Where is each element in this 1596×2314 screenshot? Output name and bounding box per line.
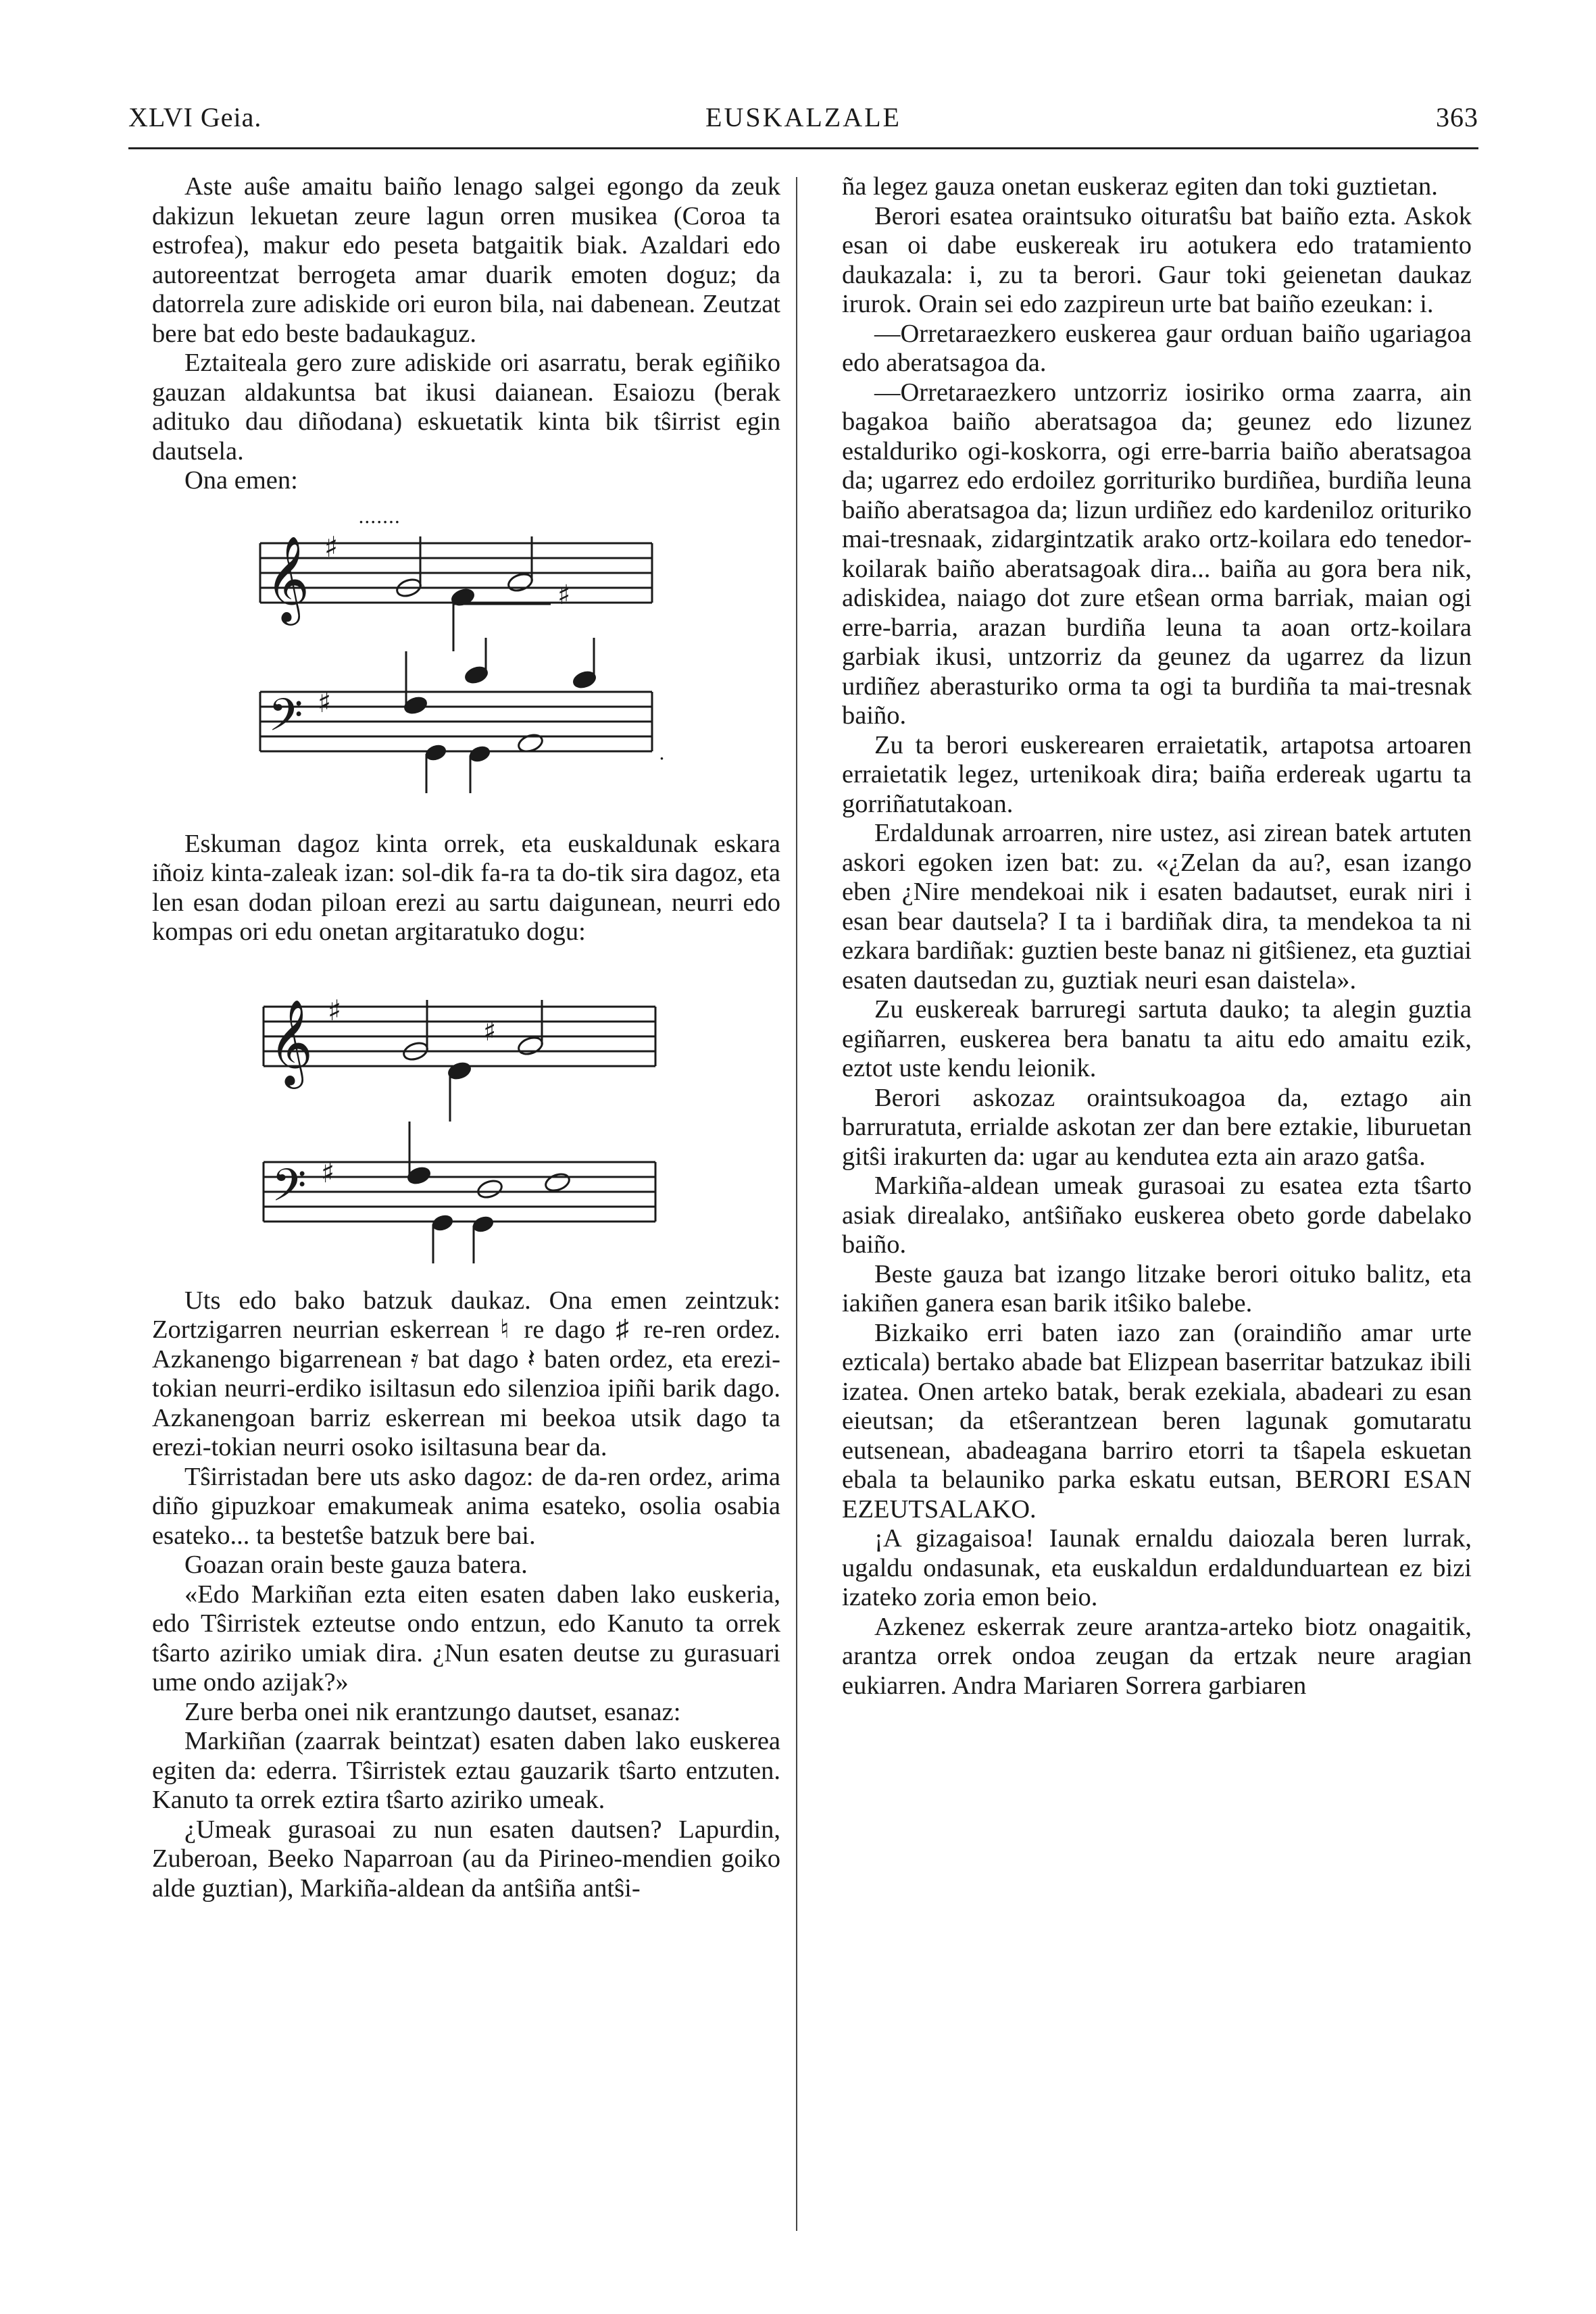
paragraph: Beste gauza bat izango litzake berori oituko balitz, eta iakiñen ganera esan barik itŝiko balebe. bbox=[842, 1259, 1472, 1317]
paragraph: Eztaiteala gero zure adiskide ori asarratu, berak egiñiko gauzan aldakuntsa bat ikusi daianean. Esaiozu (berak adituko dau diñodana) eskuetatik kinta bik tŝirrist egin dautsela. bbox=[152, 349, 780, 466]
running-header bbox=[128, 101, 1478, 142]
journal-title: EUSKALZALE bbox=[705, 102, 901, 132]
header-rule bbox=[128, 147, 1478, 149]
paragraph: Uts edo bako batzuk daukaz. Ona emen zeintzuk: Zortzigarren neurrian eskerrean ♮ re dago ♯ re-ren ordez. Azkanengo bigarrenean 𝄿 bat dago 𝄽 baten ordez, eta erezi-tokian neurri-erdiko isiltasun edo silenzioa ipiñi barik dago. Azkanengoan barriz eskerrean mi beekoa utsik dago ta erezi-tokian neurri osoko isiltasuna bear da. bbox=[152, 1286, 780, 1461]
svg-text:𝄞: 𝄞 bbox=[269, 998, 314, 1085]
paragraph: ¡A gizagaisoa! Iaunak ernaldu daiozala beren lurrak, ugaldu ondasunak, eta euskaldun erdaldunduartean ez bizi izateko zoria emon beio. bbox=[842, 1524, 1472, 1611]
music-score-1 bbox=[152, 503, 780, 820]
svg-text:♯: ♯ bbox=[328, 993, 342, 1027]
column-divider bbox=[796, 177, 797, 2231]
paragraph: Berori askozaz oraintsukoagoa da, eztago ain barruratuta, errialde askotan zer dan bere eztakie, liburuetan gitŝi irakurten da: ugar au kendutea ezta ain arazo gatŝa. bbox=[842, 1083, 1472, 1171]
music-notation-2 bbox=[152, 959, 780, 1277]
paragraph: Erdaldunak arroarren, nire ustez, asi zirean batek artuten askori egoken izen bat: zu. «¿Zelan da au?, esan izango eben ¿Nire mendekoai nik i esaten badautset, eurak niri i esan bear dautsela? I ta i bardiñak dira, ta mendekoa ta ni ezkara bardiñak: guztien beste banaz ni gitŝienez, eta guztiai esaten dautsedan zu, guztiak neuri esan daistela». bbox=[842, 819, 1472, 995]
paragraph: Bizkaiko erri baten iazo zan (oraindiño amar urte ezticala) bertako abade bat Elizpean baserritar batzukaz ibili izatea. Onen arteko batak, berak ezekiala, abadeari zu esan eieutsan; da etŝerantzean beren lagunak gomutaratu eutsenean, abadeagana barriro etorri ta tŝapela eskuetan ebala ta belauniko parka eskatu eutsan, BERORI ESAN EZEUTSALAKO. bbox=[842, 1318, 1472, 1524]
right-column bbox=[842, 172, 1472, 1701]
paragraph: Zu euskereak barruregi sartuta dauko; ta alegin guztia egiñarren, euskerea bera banatu ta aitu edo amaitu ezik, eztot uste kendu leionik. bbox=[842, 995, 1472, 1082]
paragraph: Zure berba onei nik erantzungo dautset, esanaz: bbox=[184, 1697, 681, 1726]
page-number: 363 bbox=[1436, 102, 1478, 132]
paragraph: Eskuman dagoz kinta orrek, eta euskaldunak eskara iñoiz kinta-zaleak izan: sol-dik fa-ra ta do-tik sira dagoz, eta len esan dodan piloan erezi au sartu daigunean, neurri edo kompas ori edu onetan argitaratuko dogu: bbox=[152, 829, 780, 946]
svg-text:♯: ♯ bbox=[557, 579, 571, 611]
svg-text:♯: ♯ bbox=[318, 685, 332, 719]
paragraph: —Orretaraezkero euskerea gaur orduan baiño ugariagoa edo aberatsagoa da. bbox=[842, 319, 1472, 377]
paragraph: Aste auŝe amaitu baiño lenago salgei egongo da zeuk dakizun lekuetan zeure lagun orren musikea (Coroa ta estrofea), makur edo peseta batgaitik biak. Azaldari edo autoreentzat berrogeta amar duarik emoten doguz; da datorrela zure adiskide ori euron bila, nai dabenean. Zeutzat bere bat edo beste badaukaguz. bbox=[152, 172, 780, 348]
svg-text:.......: ....... bbox=[358, 505, 401, 528]
svg-text:♯: ♯ bbox=[324, 530, 339, 563]
paragraph: Goazan orain beste gauza batera. bbox=[184, 1551, 528, 1579]
paragraph: Markiñan (zaarrak beintzat) esaten daben lako euskerea egiten da: ederra. Tŝirristek eztau gauzarik tŝarto entzuten. Kanuto ta orrek eztira tŝarto aziriko umeak. bbox=[152, 1727, 780, 1814]
paragraph: ¿Umeak gurasoai zu nun esaten dautsen? Lapurdin, Zuberoan, Beeko Naparroan (au da Pirineo-mendien goiko alde guztian), Markiña-aldean da antŝiña antŝi- bbox=[152, 1815, 780, 1903]
paragraph: ña legez gauza onetan euskeraz egiten dan toki guztietan. bbox=[842, 172, 1438, 201]
svg-text:𝄞: 𝄞 bbox=[266, 534, 310, 622]
left-column bbox=[152, 172, 780, 1903]
music-notation-1 bbox=[152, 503, 780, 820]
paragraph: —Orretaraezkero untzorriz iosiriko orma zaarra, ain bagakoa baiño aberatsagoa da; geunez edo lizunez estalduriko ogi-koskorra, ogi erre-barria baiño aberatsagoa da; ugarrez edo erdoilez gorrituriko burdiñea, burdiña leuna baiño aberatsagoa da; lizun urdiñez edo kardeniloz orituriko mai-tresnaak, zidargintzatik arako ortz-koilara edo tenedor-koilarak baiño aberatsagoak dira... baiña au gora bera nik, adiskidea, naiago dot zure etŝean orma barriak, maian ogi erre-barria, arazan burdiña leuna ta aoan ortz-koilara garbiak ikusi, untzorriz da geunez da ugarrez da lizun urdiñez aberasturiko orma ta ogi ta burdiña ta mai-tresnak baiño. bbox=[842, 378, 1472, 730]
paragraph: Zu ta berori euskerearen erraietatik, artapotsa artoaren erraietatik legez, urtenikoak dira; baiña erdereak ugartu ta gorriñatutakoan. bbox=[842, 730, 1472, 818]
paragraph: Azkenez eskerrak zeure arantza-arteko biotz onagaitik, arantza orrek ondoa zeugan da ertzak neure aragian eukiarren. Andra Mariaren Sorrera garbiaren bbox=[842, 1612, 1472, 1700]
svg-text:♯: ♯ bbox=[321, 1155, 335, 1189]
paragraph: Ona emen: bbox=[184, 466, 298, 495]
svg-text:.: . bbox=[659, 741, 665, 764]
svg-text:𝄢: 𝄢 bbox=[272, 1159, 307, 1222]
svg-text:𝄢: 𝄢 bbox=[268, 688, 303, 752]
paragraph: Berori esatea oraintsuko oituratŝu bat baiño ezta. Askok esan oi dabe euskereak iru aotukera edo tratamiento daukazala: i, zu ta berori. Gaur toki geienetan daukaz irurok. Orain sei edo zazpireun urte bat baiño ezeukan: i. bbox=[842, 201, 1472, 318]
paragraph: «Edo Markiñan ezta eiten esaten daben lako euskeria, edo Tŝirristek ezteutse ondo entzun, edo Kanuto ta orrek tŝarto aziriko umiak dira. ¿Nun esaten deutse zu gurasuari ume ondo azijak?» bbox=[152, 1580, 780, 1696]
paragraph: Tŝirristadan bere uts asko dagoz: de da-ren ordez, arima diño gipuzkoar emakumeak anima esateko, osolia osabia esateko... ta bestetŝe batzuk bere bai. bbox=[152, 1462, 780, 1550]
paragraph: Markiña-aldean umeak gurasoai zu esatea ezta tŝarto asiak direalako, antŝiñako euskerea obeto gorde dabelako baiño. bbox=[842, 1172, 1472, 1259]
volume-label: XLVI Geia. bbox=[128, 102, 262, 132]
svg-text:♯: ♯ bbox=[483, 1015, 497, 1047]
music-score-2 bbox=[152, 959, 780, 1277]
